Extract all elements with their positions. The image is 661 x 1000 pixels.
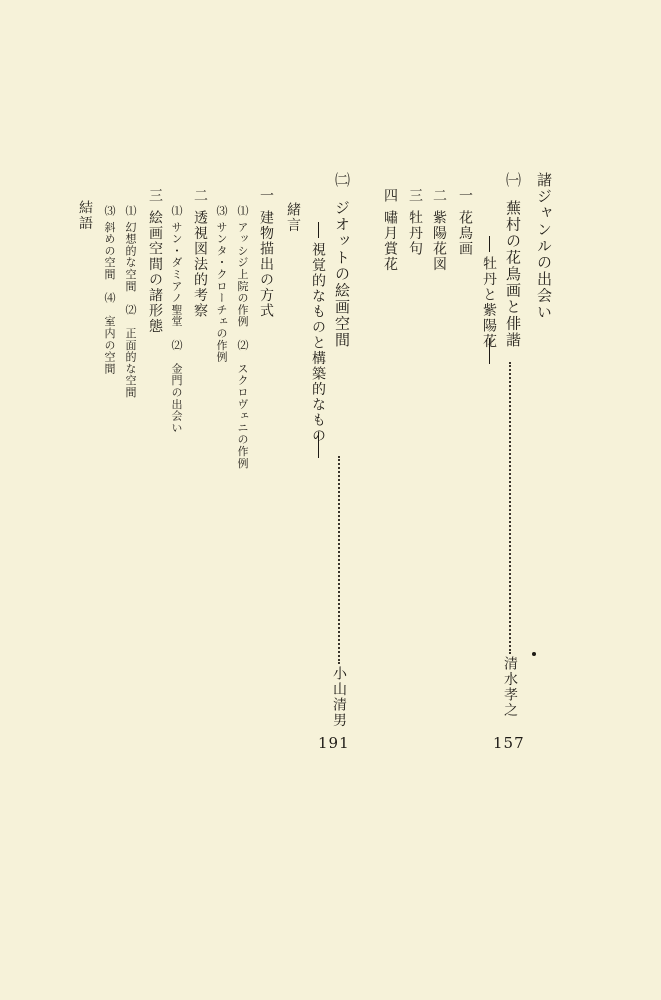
a2-section-2-num: 二 xyxy=(192,188,208,204)
a2-section-3-num: 三 xyxy=(147,188,163,204)
article-2-subtitle-dash-start xyxy=(318,222,319,238)
a1-section-2-label: 紫陽花図 xyxy=(431,210,447,272)
a2-subsection-3: ⑴ サン・ダミアノ聖堂 ⑵ 金門の出会い xyxy=(170,205,183,434)
a1-section-4-num: 四 xyxy=(382,188,398,204)
article-1-subtitle-dash-end xyxy=(489,338,490,364)
a1-section-4-label: 嘯月賞花 xyxy=(382,210,398,272)
article-2-page: 191 xyxy=(318,734,350,752)
a2-subsection-1: ⑴ アッシジ上院の作例 ⑵ スクロヴェニの作例 xyxy=(236,205,249,469)
article-2-title: ジオットの絵画空間 xyxy=(333,200,351,349)
a2-section-3-label: 絵画空間の諸形態 xyxy=(147,210,163,334)
a1-section-3-label: 牡丹句 xyxy=(407,210,423,257)
a2-conclusion: 結語 xyxy=(77,200,93,231)
article-2-author: 小山清男 xyxy=(331,666,347,728)
article-2-marker: ㈡ xyxy=(333,172,351,189)
a1-section-2-num: 二 xyxy=(431,188,447,204)
a2-subsection-5: ⑶ 斜めの空間 ⑷ 室内の空間 xyxy=(103,205,116,375)
ink-dot xyxy=(532,652,536,656)
article-1-title: 蕪村の花鳥画と俳諧 xyxy=(504,200,522,349)
a1-section-3-num: 三 xyxy=(407,188,423,204)
article-1-author: 清水孝之 xyxy=(502,656,518,718)
section-title: 諸ジャンルの出会い xyxy=(535,172,553,321)
article-2-leader-dots xyxy=(338,456,340,664)
article-1-subtitle-dash-start xyxy=(489,236,490,252)
a1-section-1-label: 花鳥画 xyxy=(457,210,473,257)
a2-section-1-num: 一 xyxy=(258,188,274,204)
a2-intro: 緒言 xyxy=(285,202,301,233)
article-1-leader-dots xyxy=(509,362,511,654)
a2-section-2-label: 透視図法的考察 xyxy=(192,210,208,319)
article-2-subtitle-dash-end xyxy=(318,432,319,458)
article-1-subtitle: 牡丹と紫陽花 xyxy=(481,256,497,349)
a1-section-1-num: 一 xyxy=(457,188,473,204)
article-1-page: 157 xyxy=(493,734,525,752)
a2-subsection-2: ⑶ サンタ・クローチェの作例 xyxy=(215,205,228,363)
article-2-subtitle: 視覚的なものと構築的なもの xyxy=(310,242,326,444)
a2-section-1-label: 建物描出の方式 xyxy=(258,210,274,319)
a2-subsection-4: ⑴ 幻想的な空間 ⑵ 正面的な空間 xyxy=(124,205,137,399)
article-1-marker: ㈠ xyxy=(504,172,522,189)
